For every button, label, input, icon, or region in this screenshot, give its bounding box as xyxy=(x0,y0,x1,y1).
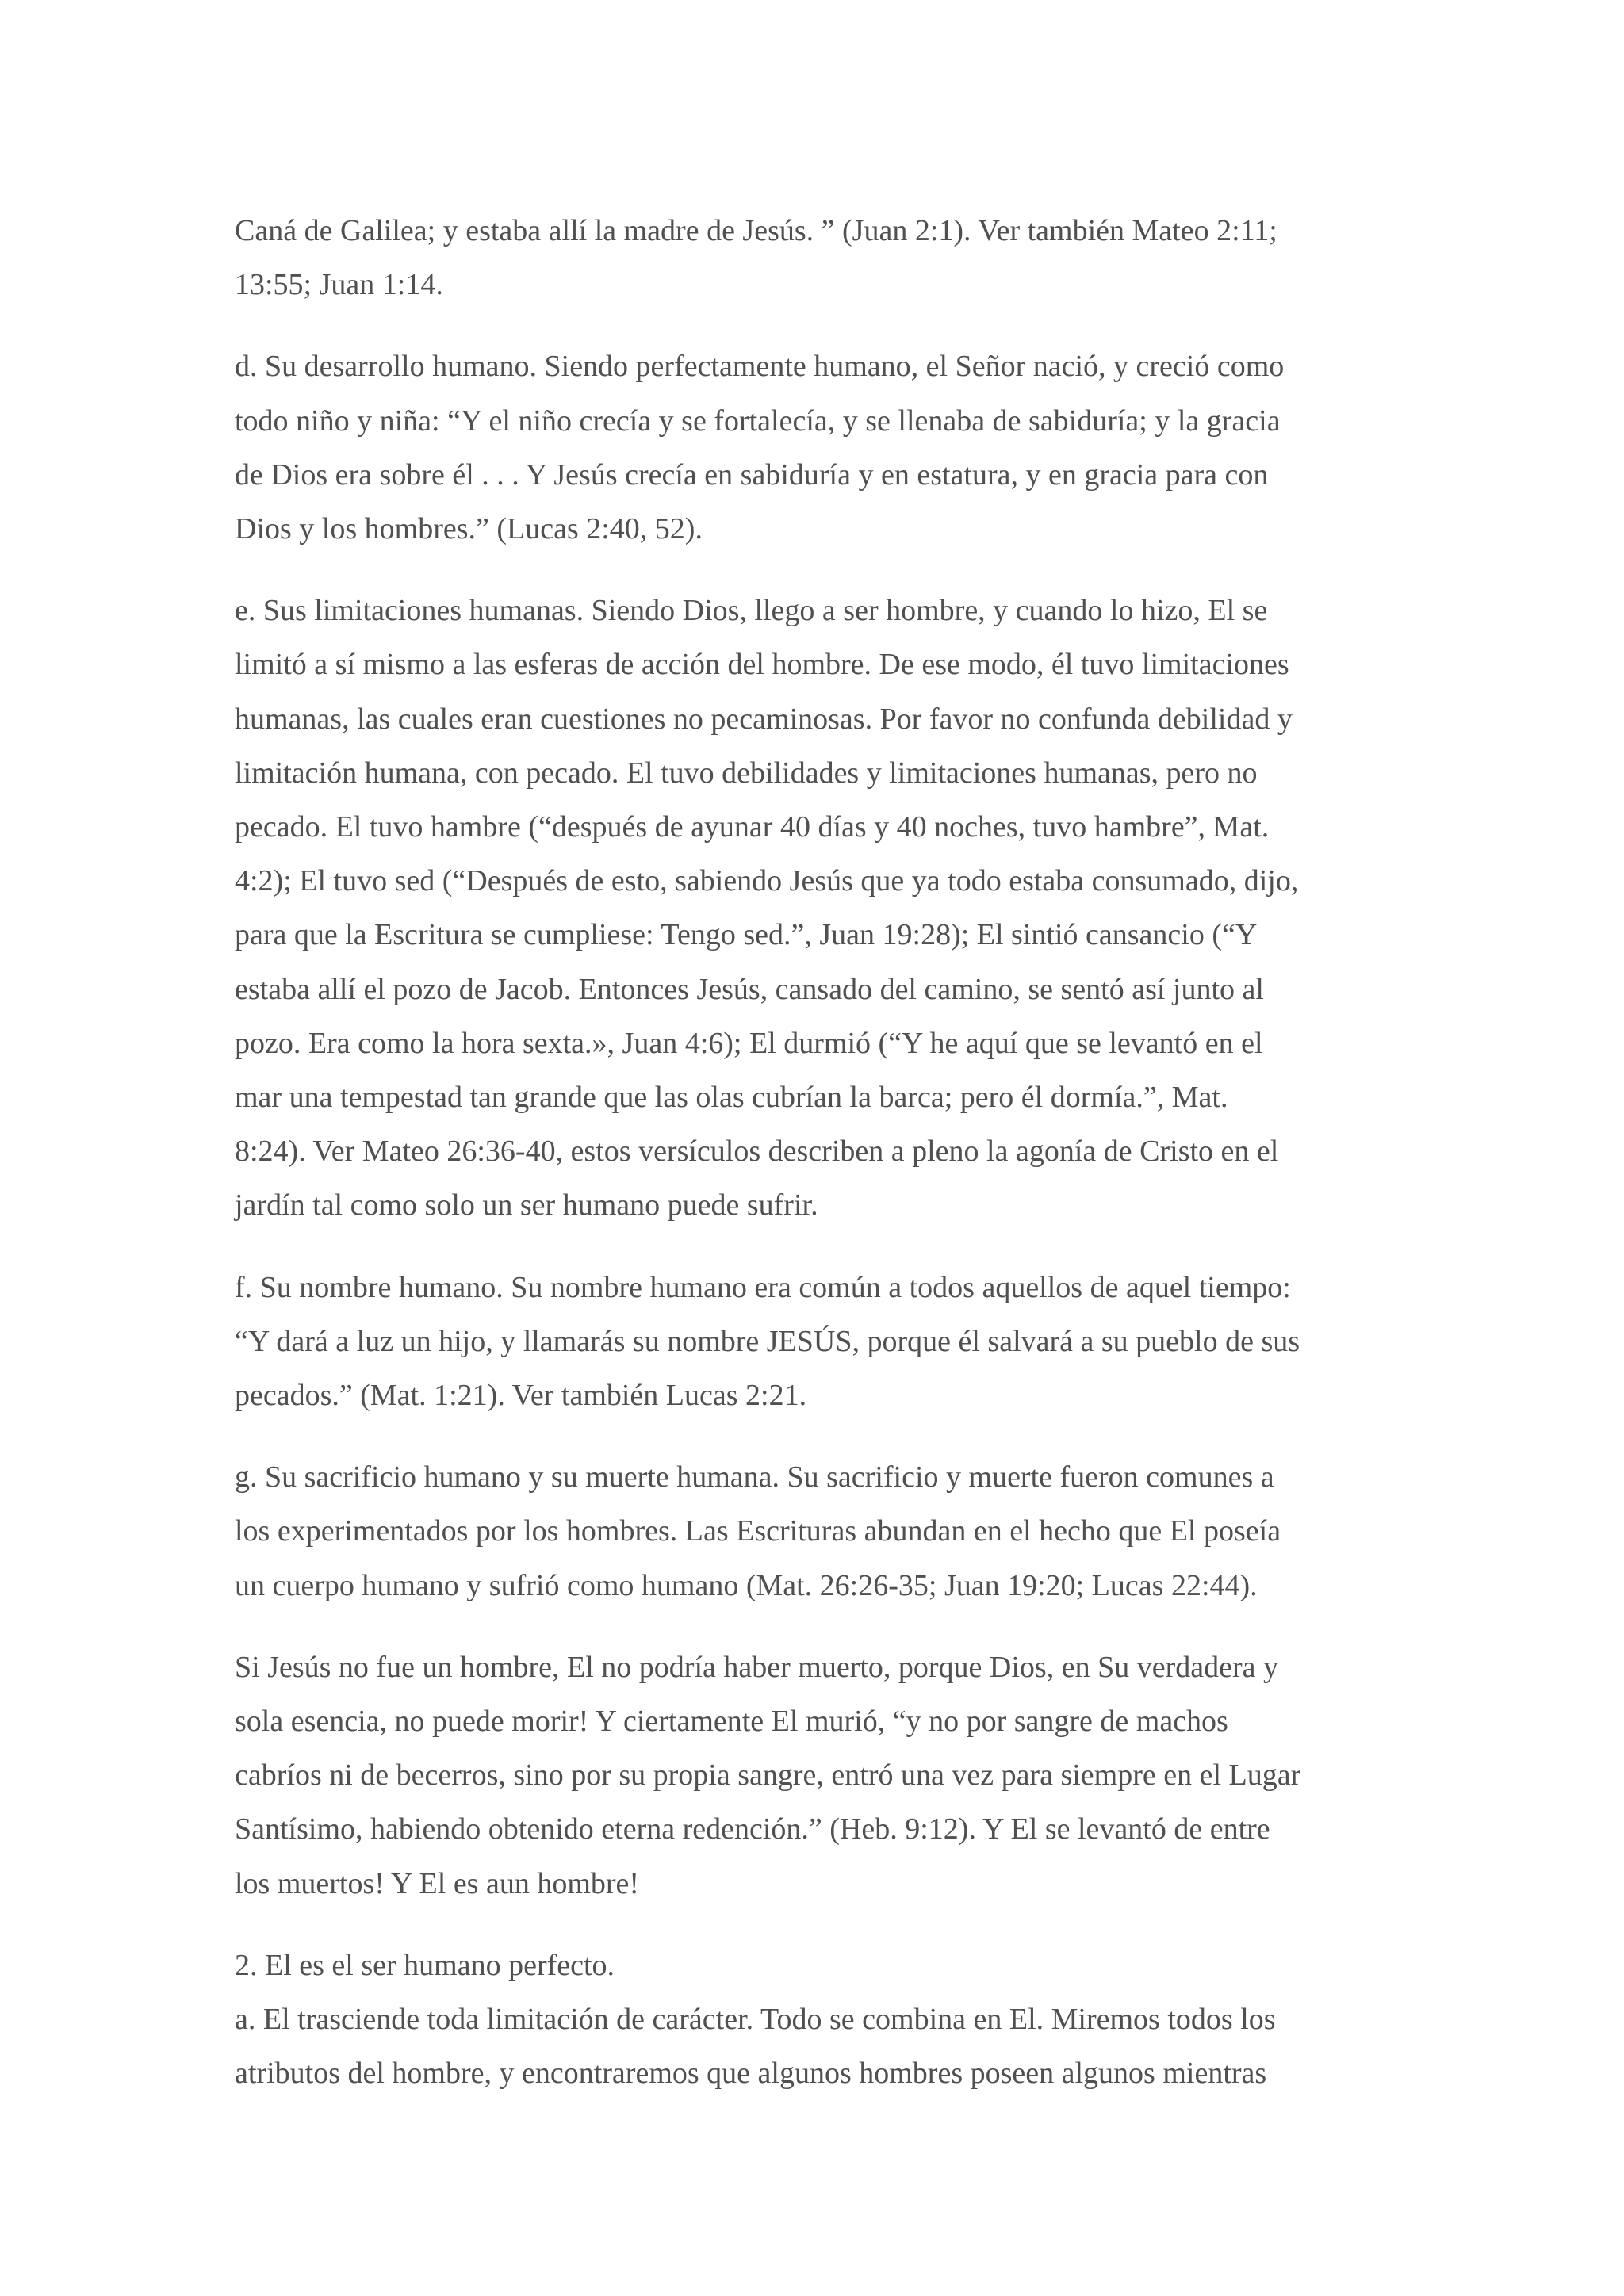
paragraph-f-nombre-humano: f. Su nombre humano. Su nombre humano era común a todos aquellos de aquel tiempo: “Y dará a luz un hijo, y llamarás su nombre JESÚS, porque él salvará a su pueblo de sus pecados.” (Mat. 1:21). Ver también Lucas 2:21. xyxy=(235,1270,1300,1413)
paragraph-g-sacrificio-humano: g. Su sacrificio humano y su muerte humana. Su sacrificio y muerte fueron comunes a los experimentados por los hombres. Las Escrituras abundan en el hecho que El poseía un cuerpo humano y sufrió como humano (Mat. 26:26-35; Juan 19:20; Lucas 22:44). xyxy=(235,1460,1281,1602)
paragraph-d-desarrollo-humano: d. Su desarrollo humano. Siendo perfectamente humano, el Señor nació, y creció como todo niño y niña: “Y el niño crecía y se fortalecía, y se llenaba de sabiduría; y la gracia de Dios era sobre él . . . Y Jesús crecía en sabiduría y en estatura, y en gracia para con Dios y los hombres.” (Lucas 2:40, 52). xyxy=(235,350,1285,546)
paragraph-a-trasciende-limitacion: a. El trasciende toda limitación de carácter. Todo se combina en El. Miremos todos los atributos del hombre, y encontraremos que algunos hombres poseen algunos mientras xyxy=(235,2003,1276,2091)
paragraph-si-jesus-no-fue: Si Jesús no fue un hombre, El no podría haber muerto, porque Dios, en Su verdadera y sola esencia, no puede morir! Y ciertamente El murió, “y no por sangre de machos cabríos ni de becerros, sino por su propia sangre, entró una vez para siempre en el Lugar Santísimo, habiendo obtenido eterna redención.” (Heb. 9:12). Y El se levantó de entre los muertos! Y El es aun hombre! xyxy=(235,1650,1301,1900)
paragraph-e-limitaciones-humanas: e. Sus limitaciones humanas. Siendo Dios, llego a ser hombre, y cuando lo hizo, El se limitó a sí mismo a las esferas de acción del hombre. De ese modo, él tuvo limitaciones humanas, las cuales eran cuestiones no pecaminosas. Por favor no confunda debilidad y limitación humana, con pecado. El tuvo debilidades y limitaciones humanas, pero no pecado. El tuvo hambre (“después de ayunar 40 días y 40 noches, tuvo hambre”, Mat. 4:2); El tuvo sed (“Después de esto, sabiendo Jesús que ya todo estaba consumado, dijo, para que la Escritura se cumpliese: Tengo sed.”, Juan 19:28); El sintió cansancio (“Y estaba allí el pozo de Jacob. Entonces Jesús, cansado del camino, se sentó así junto al pozo. Era como la hora sexta.», Juan 4:6); El durmió (“Y he aquí que se levantó en el mar una tempestad tan grande que las olas cubrían la barca; pero él dormía.”, Mat. 8:24). Ver Mateo 26:36-40, estos versículos describen a pleno la agonía de Cristo en el jardín tal como solo un ser humano puede sufrir. xyxy=(235,594,1299,1223)
document-body xyxy=(235,204,1408,2129)
heading-2-ser-humano-perfecto: 2. El es el ser humano perfecto. xyxy=(235,1948,615,1982)
paragraph-cana-de-galilea: Caná de Galilea; y estaba allí la madre de Jesús. ” (Juan 2:1). Ver también Mateo 2:11; 13:55; Juan 1:14. xyxy=(235,214,1277,302)
